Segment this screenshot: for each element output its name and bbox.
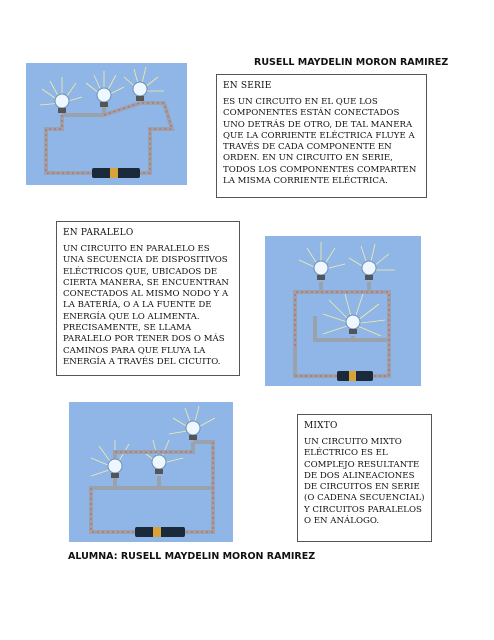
parallel-text: UN CIRCUITO EN PARALELO ES UNA SECUENCIA DE DISPOSITIVOS ELÉCTRICOS QUE, UBICADOS DE CIERTA MANERA, SE ENCUENTRAN CONECTADOS AL MISMO NODO Y A LA BATERÍA, O A LA FUENTE DE ENERGÍA QUE LO ALIMENTA. PRECISAMENTE, SE LLAMA PARALELO POR TENER DOS O MÁS CAMINOS PARA QUE FLUYA LA ENERGÍA A TRAVÉS DEL CICUITO. <box>63 244 229 367</box>
parallel-description-box <box>56 221 240 376</box>
series-description-box <box>216 74 427 198</box>
mixed-text: UN CIRCUITO MIXTO ELÉCTRICO ES EL COMPLEJO RESULTANTE DE DOS ALINEACIONES DE CIRCUITOS EN SERIE (O CADENA SECUENCIAL) Y CIRCUITOS PARALELOS O EN ANÁLOGO. <box>304 437 425 527</box>
parallel-circuit-image <box>265 236 421 386</box>
mixed-description-box <box>297 414 432 542</box>
author-name-header: RUSELL MAYDELIN MORON RAMIREZ <box>254 57 449 68</box>
mixed-circuit-image <box>69 402 233 542</box>
series-circuit-image <box>26 63 187 185</box>
parallel-title: EN PARALELO <box>63 228 134 238</box>
series-text: ES UN CIRCUITO EN EL QUE LOS COMPONENTES ESTÁN CONECTADOS UNO DETRÁS DE OTRO, DE TAL MANERA QUE LA CORRIENTE ELÉCTRICA FLUYE A TRAVÉS DE CADA COMPONENTE EN ORDEN. EN UN CIRCUITO EN SERIE, TODOS LOS COMPONENTES COMPARTEN LA MISMA CORRIENTE ELÉCTRICA. <box>223 97 417 187</box>
student-name-footer: ALUMNA: RUSELL MAYDELIN MORON RAMIREZ <box>68 551 316 562</box>
series-title: EN SERIE <box>223 81 272 91</box>
mixed-title: MIXTO <box>304 421 338 431</box>
